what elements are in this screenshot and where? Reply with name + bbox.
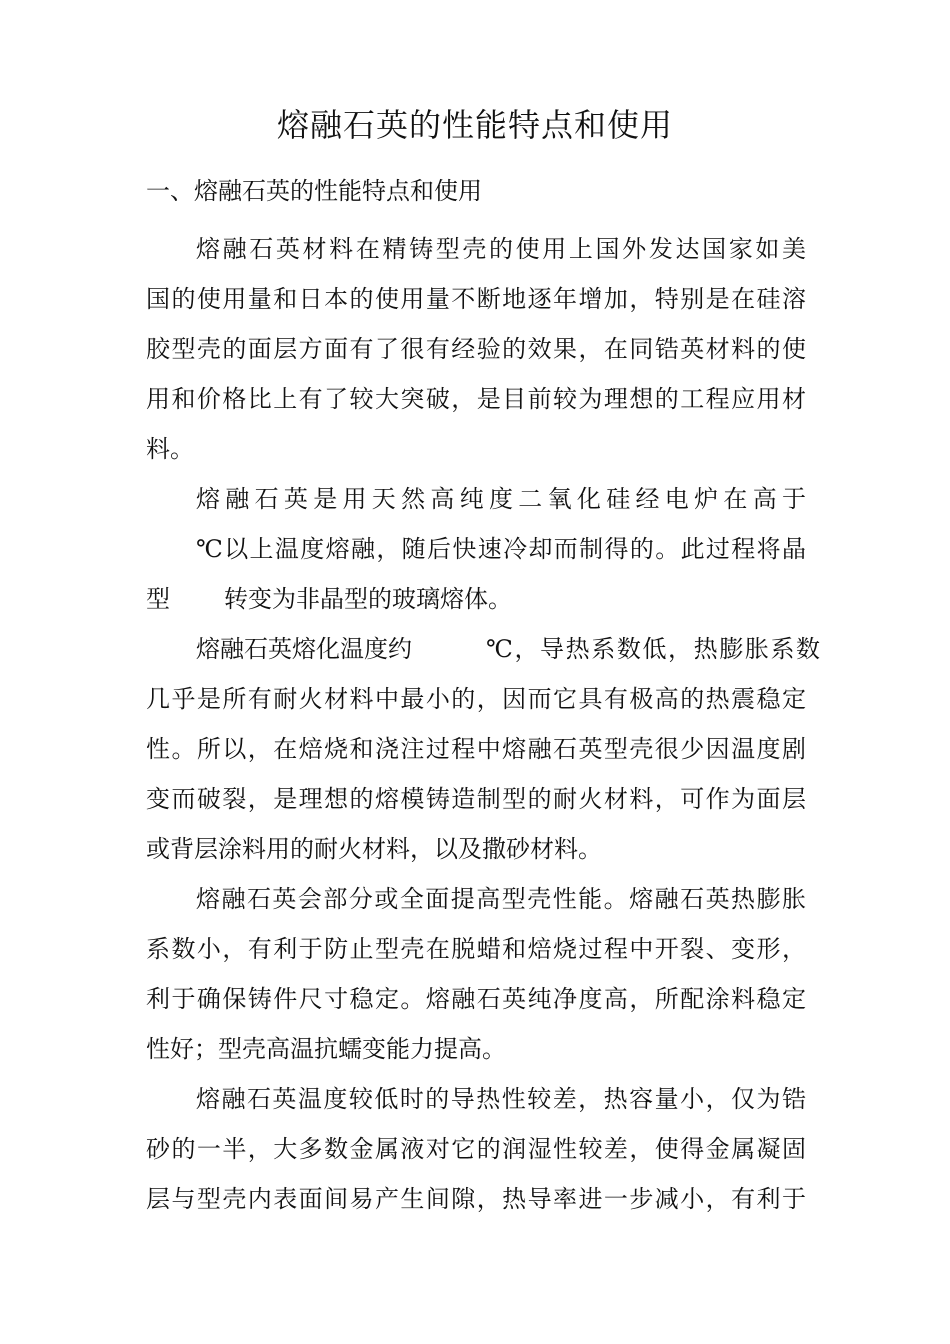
paragraph-5-line-1: 熔融石英温度较低时的导热性较差，热容量小，仅为锆 (196, 1085, 806, 1113)
paragraph-4-line-1: 熔融石英会部分或全面提高型壳性能。熔融石英热膨胀 (196, 885, 806, 913)
paragraph-3-line-1b: ℃，导热系数低，热膨胀系数 (486, 635, 822, 663)
paragraph-3-line-4: 变而破裂，是理想的熔模铸造制型的耐火材料，可作为面层 (146, 785, 806, 813)
document-title: 熔融石英的性能特点和使用 (276, 106, 673, 144)
paragraph-4-line-4: 性好；型壳高温抗蠕变能力提高。 (146, 1035, 506, 1063)
section-heading: 一、熔融石英的性能特点和使用 (146, 177, 482, 205)
paragraph-1-line-5: 料。 (146, 435, 194, 463)
paragraph-1-line-2: 国的使用量和日本的使用量不断地逐年增加，特别是在硅溶 (146, 285, 806, 313)
paragraph-2-line-2: ℃以上温度熔融，随后快速冷却而制得的。此过程将晶 (196, 535, 806, 563)
paragraph-3-line-3: 性。所以，在焙烧和浇注过程中熔融石英型壳很少因温度剧 (146, 735, 806, 763)
paragraph-1-line-1: 熔融石英材料在精铸型壳的使用上国外发达国家如美 (196, 235, 806, 263)
paragraph-5-line-2: 砂的一半，大多数金属液对它的润湿性较差，使得金属凝固 (146, 1135, 806, 1163)
paragraph-2-line-1: 熔融石英是用天然高纯度二氧化硅经电炉在高于 (196, 485, 806, 513)
paragraph-3-line-2: 几乎是所有耐火材料中最小的，因而它具有极高的热震稳定 (146, 685, 806, 713)
paragraph-5-line-3: 层与型壳内表面间易产生间隙，热导率进一步减小，有利于 (146, 1185, 806, 1213)
paragraph-1-line-4: 用和价格比上有了较大突破，是目前较为理想的工程应用材 (146, 385, 806, 413)
paragraph-4-line-2: 系数小，有利于防止型壳在脱蜡和焙烧过程中开裂、变形， (146, 935, 806, 963)
paragraph-1-line-3: 胶型壳的面层方面有了很有经验的效果，在同锆英材料的使 (146, 335, 806, 363)
paragraph-2-line-3a: 型 (146, 585, 170, 613)
paragraph-3-line-1a: 熔融石英熔化温度约 (196, 635, 412, 663)
paragraph-2-line-3b: 转变为非晶型的玻璃熔体。 (224, 585, 512, 613)
paragraph-3-line-5: 或背层涂料用的耐火材料，以及撒砂材料。 (146, 835, 602, 863)
paragraph-4-line-3: 利于确保铸件尺寸稳定。熔融石英纯净度高，所配涂料稳定 (146, 985, 806, 1013)
